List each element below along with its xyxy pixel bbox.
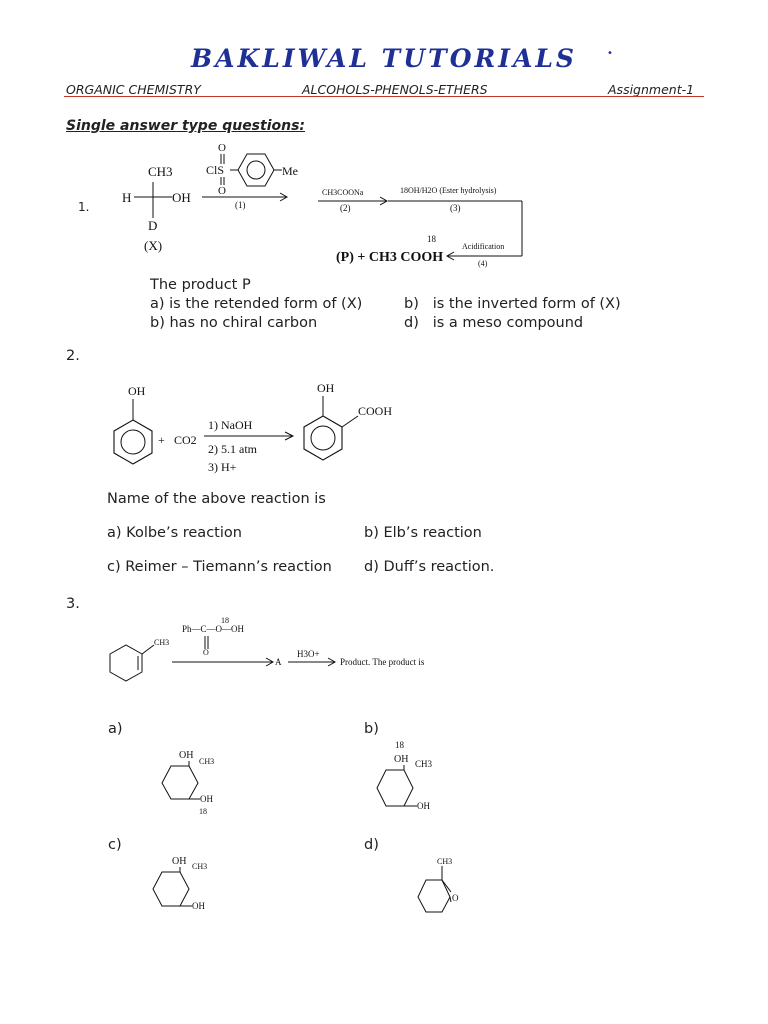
q1-me: Me: [282, 164, 298, 178]
q2-oh-right: OH: [317, 381, 335, 395]
section-title: Single answer type questions:: [66, 118, 306, 134]
q1-tosyl-ring: [238, 154, 274, 186]
q1-h: H: [122, 190, 132, 205]
q1-option-a-text: is the retended form of (X): [169, 296, 363, 312]
q1-tosyl-ring-circle: [247, 161, 265, 179]
q1-option-c: [150, 315, 317, 331]
q1-oh: OH: [172, 190, 191, 205]
q3-d-o: O: [452, 893, 459, 903]
q3-b-ch3: CH3: [415, 759, 433, 769]
q1-number: 1.: [78, 200, 90, 214]
q1-option-d-label: d): [404, 315, 419, 331]
q3-a-oh-bottom: OH: [200, 794, 213, 804]
q3-option-a-structure: [148, 744, 238, 820]
q1-option-b: [404, 296, 621, 312]
q1-step1: (1): [235, 200, 246, 210]
q2-reaction-scheme: [100, 378, 420, 478]
q1-acidification: Acidification: [462, 242, 505, 251]
q3-h3o: H3O+: [297, 649, 320, 659]
q2-option-b: [364, 525, 482, 541]
q3-a-ring: [162, 766, 198, 799]
q2-salicylic-ring: [304, 416, 342, 460]
q2-number: 2.: [66, 348, 80, 364]
q2-stem: Name of the above reaction is: [107, 491, 326, 507]
q1-product: (P) + CH3 COOH: [336, 250, 444, 265]
q3-a-iso: 18: [199, 807, 207, 816]
q3-iso: 18: [221, 616, 229, 625]
q2-option-a: [107, 525, 242, 541]
q3-ch3: CH3: [154, 638, 170, 647]
q2-option-b-text: Elb’s reaction: [383, 525, 482, 541]
q3-b-oh-bottom: OH: [417, 801, 430, 811]
q3-c-ring: [153, 872, 189, 906]
q1-step2: (2): [340, 203, 351, 213]
q3-c-ch3: CH3: [192, 862, 208, 871]
q1-option-b-text: is the inverted form of (X): [432, 296, 621, 312]
q3-option-b-label: b): [364, 721, 379, 737]
q1-x-label: (X): [144, 238, 163, 253]
q2-option-c-text: Reimer – Tiemann’s reaction: [125, 559, 332, 575]
q3-option-a-label: a): [108, 721, 123, 737]
brand-dot: •: [607, 48, 613, 59]
q1-option-d-text: is a meso compound: [432, 315, 584, 331]
q2-cond-2: 2) 5.1 atm: [208, 442, 257, 456]
q2-oh-left: OH: [128, 384, 146, 398]
q3-option-b-structure: [362, 736, 452, 816]
q3-methylcyclohexene-ring: [110, 645, 142, 681]
q1-stem: The product P: [150, 277, 251, 293]
q1-option-a: [150, 296, 362, 312]
q3-methyl-bond: [142, 645, 154, 654]
q3-reagent: Ph—C—O—OH: [182, 624, 245, 634]
q2-co2: CO2: [174, 433, 197, 447]
topic-label: ALCOHOLS-PHENOLS-ETHERS: [302, 82, 488, 97]
q1-option-a-label: a): [150, 296, 165, 312]
q2-option-d-text: Duff’s reaction.: [383, 559, 495, 575]
q1-option-b-label: b): [404, 296, 419, 312]
q3-b-iso: 18: [395, 740, 404, 750]
q3-option-d-structure: [396, 852, 476, 916]
q2-phenol-ring: [114, 420, 152, 464]
q3-d-epoxide-bond-2: [450, 897, 451, 902]
q2-option-a-text: Kolbe’s reaction: [126, 525, 242, 541]
q1-option-c-text: has no chiral carbon: [169, 315, 318, 331]
q1-d: D: [148, 218, 158, 233]
q3-reaction-scheme: [100, 612, 460, 692]
q1-reaction-scheme: [110, 138, 530, 272]
q2-option-d: [364, 559, 494, 575]
q1-cls: ClS: [206, 163, 225, 177]
q2-option-c: [107, 559, 332, 575]
q3-tail: Product. The product is: [340, 657, 425, 667]
q1-ch3coona: CH3COONa: [322, 188, 364, 197]
q3-c-oh-bottom: OH: [192, 901, 205, 911]
brand-title: BAKLIWAL TUTORIALS: [191, 44, 577, 73]
q1-o-top: O: [218, 142, 226, 154]
header-rule: [64, 96, 704, 97]
q3-b-ring: [377, 770, 413, 806]
q1-step3: (3): [450, 203, 461, 213]
q2-salicylic-ring-circle: [311, 426, 335, 450]
q2-option-d-label: d): [364, 559, 379, 575]
q1-option-c-label: b): [150, 315, 165, 331]
q2-option-c-label: c): [107, 559, 121, 575]
q2-plus: +: [158, 433, 165, 447]
q3-b-oh-top: OH: [394, 754, 409, 765]
q3-a-oh-top: OH: [179, 750, 194, 761]
q1-hydrolysis: 18OH/H2O (Ester hydrolysis): [400, 186, 497, 195]
q3-option-c-structure: [134, 852, 224, 916]
q1-ch3: CH3: [148, 164, 173, 179]
q1-step4: (4): [478, 259, 488, 268]
q2-cond-1: 1) NaOH: [208, 418, 253, 432]
q1-option-d: [404, 315, 583, 331]
q2-cond-3: 3) H+: [208, 460, 237, 474]
q3-option-c-label: c): [108, 837, 122, 853]
q1-iso-label: 18: [427, 234, 436, 244]
q3-c-oh-top: OH: [172, 856, 187, 867]
subject-label: ORGANIC CHEMISTRY: [66, 82, 201, 97]
q3-a-ch3: CH3: [199, 757, 215, 766]
assignment-label: Assignment-1: [608, 82, 695, 97]
q2-option-b-label: b): [364, 525, 379, 541]
q3-carbonyl-o: O: [203, 648, 209, 657]
q1-o-bottom: O: [218, 185, 226, 197]
q2-cooh-bond: [342, 416, 358, 427]
q2-option-a-label: a): [107, 525, 122, 541]
q3-number: 3.: [66, 596, 80, 612]
q3-d-ch3: CH3: [437, 857, 453, 866]
q2-phenol-ring-circle: [121, 430, 145, 454]
q3-a: A: [275, 657, 282, 667]
q2-cooh: COOH: [358, 404, 393, 418]
q3-option-d-label: d): [364, 837, 379, 853]
